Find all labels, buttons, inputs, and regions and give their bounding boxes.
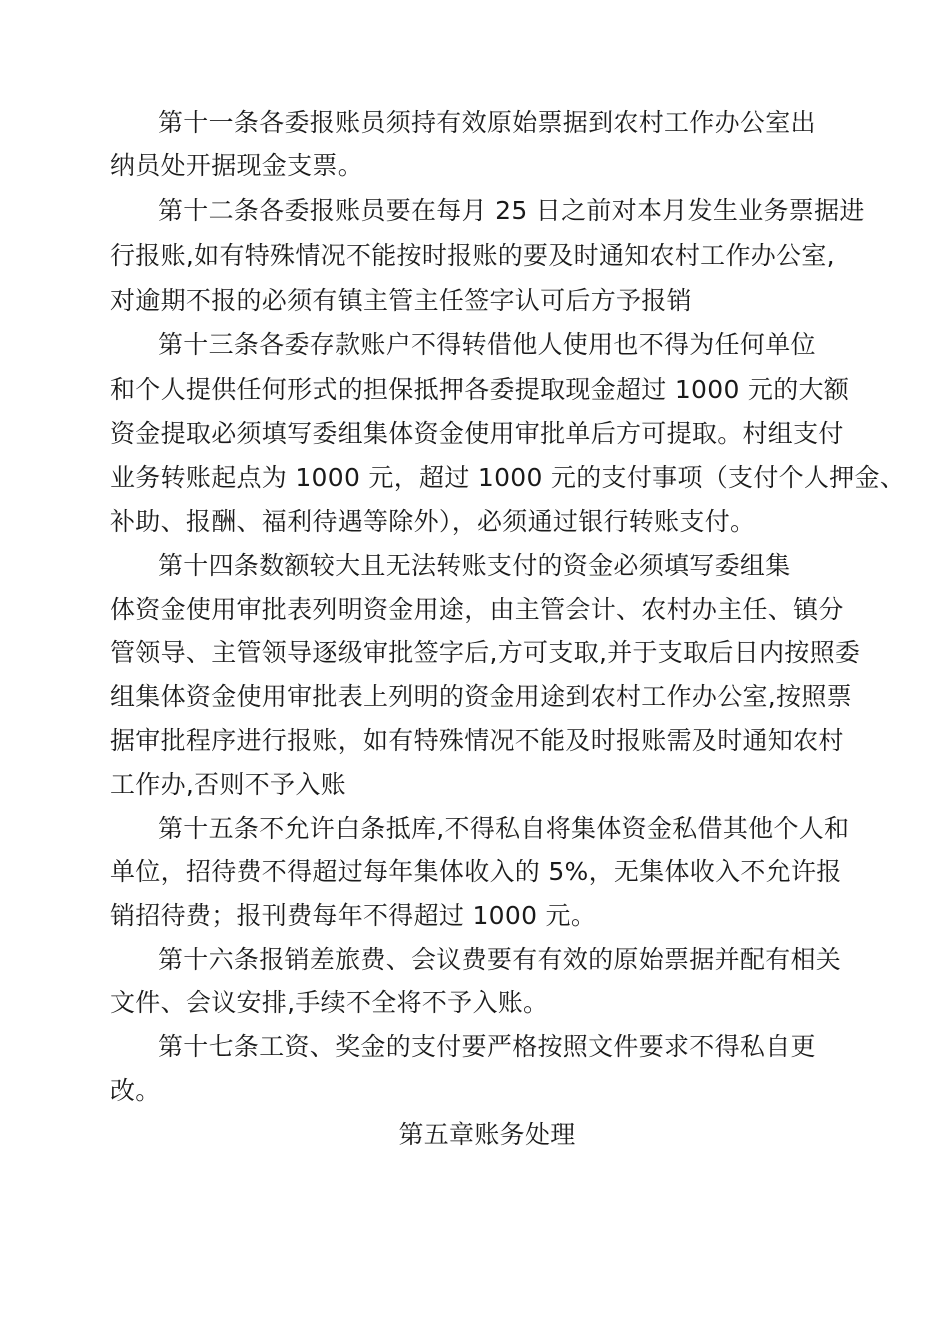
chapter-title: 第五章账务处理 — [398, 1120, 576, 1149]
paragraph-line: 第十二条各委报账员要在每月 25 日之前对本月发生业务票据进 — [158, 196, 865, 225]
paragraph-line: 销招待费；报刊费每年不得超过 1000 元。 — [110, 901, 597, 930]
paragraph-line: 工作办,否则不予入账 — [110, 770, 346, 799]
paragraph-line: 补助、报酬、福利待遇等除外），必须通过银行转账支付。 — [110, 507, 756, 536]
paragraph-line: 第十六条报销差旅费、会议费要有有效的原始票据并配有相关 — [158, 945, 842, 974]
paragraph-line: 第十一条各委报账员须持有效原始票据到农村工作办公室出 — [158, 108, 816, 137]
paragraph-line: 单位，招待费不得超过每年集体收入的 5%，无集体收入不允许报 — [110, 857, 842, 886]
paragraph-line: 行报账,如有特殊情况不能按时报账的要及时通知农村工作办公室, — [110, 241, 835, 270]
paragraph-line: 管领导、主管领导逐级审批签字后,方可支取,并于支取后日内按照委 — [110, 638, 861, 667]
paragraph-line: 改。 — [110, 1076, 161, 1105]
paragraph-line: 第十五条不允许白条抵库,不得私自将集体资金私借其他个人和 — [158, 814, 850, 843]
paragraph-line: 纳员处开据现金支票。 — [110, 151, 364, 180]
paragraph-line: 资金提取必须填写委组集体资金使用审批单后方可提取。村组支付 — [110, 419, 844, 448]
paragraph-line: 和个人提供任何形式的担保抵押各委提取现金超过 1000 元的大额 — [110, 375, 850, 404]
paragraph-line: 文件、会议安排,手续不全将不予入账。 — [110, 988, 549, 1017]
paragraph-line: 第十三条各委存款账户不得转借他人使用也不得为任何单位 — [158, 330, 816, 359]
paragraph-line: 对逾期不报的必须有镇主管主任签字认可后方予报销 — [110, 286, 692, 315]
paragraph-line: 业务转账起点为 1000 元，超过 1000 元的支付事项（支付个人押金、 — [110, 463, 906, 492]
paragraph-line: 据审批程序进行报账，如有特殊情况不能及时报账需及时通知农村 — [110, 726, 844, 755]
paragraph-line: 第十七条工资、奖金的支付要严格按照文件要求不得私自更 — [158, 1032, 816, 1061]
paragraph-line: 体资金使用审批表列明资金用途，由主管会计、农村办主任、镇分 — [110, 595, 844, 624]
paragraph-line: 组集体资金使用审批表上列明的资金用途到农村工作办公室,按照票 — [110, 682, 852, 711]
paragraph-line: 第十四条数额较大且无法转账支付的资金必须填写委组集 — [158, 551, 791, 580]
